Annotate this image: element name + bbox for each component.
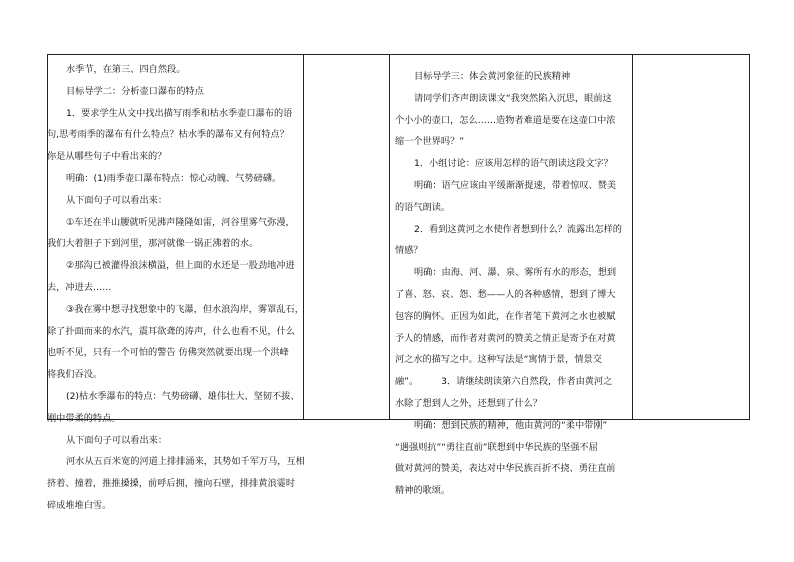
text-line: ②那沟已被灌得浪沫横溢，但上面的水还是一股劲地冲进 [66, 260, 295, 272]
text-line: 请同学们齐声朗读课文“我突然陷入沉思，眼前这 [414, 92, 612, 104]
text-line: 融”。 3．请继续朗读第六自然段，作者由黄河之 [395, 376, 613, 388]
text-line: 挤着、撞着，推推搡搡，前呼后拥，撞向石壁，排排黄浪霎时 [47, 478, 296, 490]
text-line: 你是从哪些句子中看出来的？ [47, 151, 167, 163]
text-line: 去，冲进去…… [47, 281, 112, 293]
text-line: 将我们吞没。 [47, 369, 103, 381]
text-line: 了喜、怒、哀、怨、愁——人的各种感情，想到了博大 [395, 288, 616, 300]
text-line: 水除了想到人之外，还想到了什么？ [395, 397, 542, 409]
text-line: 情感？ [395, 245, 423, 257]
text-line: 2．看到这黄河之水使作者想到什么？流露出怎样的 [414, 223, 622, 235]
text-line: 做对黄河的赞美，表达对中华民族百折不挠、勇往直前 [395, 463, 616, 475]
left-column-text [47, 59, 305, 517]
text-line: 除了扑面而来的水汽，震耳欲聋的涛声，什么也看不见，什么 [47, 325, 296, 337]
text-line: 1．小组讨论：应该用怎样的语气朗读这段文字？ [414, 158, 613, 170]
right-column-text [395, 66, 631, 502]
text-line: 河之水的描写之中。这种写法是“寓情于景，情景交 [395, 354, 602, 366]
text-line: 目标导学三：体会黄河象征的民族精神 [414, 71, 571, 82]
text-line: 明确：语气应该由平缓渐渐提速，带着惊叹、赞美 [414, 179, 617, 191]
text-line: 明确：想到民族的精神，他由黄河的“柔中带刚” [414, 419, 608, 431]
text-line: 1．要求学生从文中找出描写雨季和枯水季壶口瀑布的语 [66, 107, 293, 119]
text-line: 碎成堆堆白雪。 [47, 499, 112, 511]
text-line: 包容的胸怀。正因为如此，在作者笔下黄河之水也被赋 [395, 310, 616, 322]
text-line: 的语气朗读。 [395, 201, 451, 213]
text-line: (2)枯水季瀑布的特点：气势磅礴、雄伟壮大、坚韧不拔、 [66, 390, 300, 402]
text-line: 刚中带柔的特点。 [47, 412, 121, 424]
column-divider-1 [303, 54, 304, 420]
text-line: 精神的歌颂。 [395, 485, 451, 497]
text-line: 我们大着胆子下到河里，那河就像一锅正沸着的水。 [47, 238, 259, 250]
text-line: 从下面句子可以看出来： [66, 434, 168, 446]
text-line: 个小小的壶口，怎么……造物者难道是要在这壶口中浓 [395, 114, 616, 126]
text-line: 予人的情感，而作者对黄河的赞美之情正是寄予在对黄 [395, 332, 616, 344]
column-divider-2 [389, 54, 390, 420]
text-line: 从下面句子可以看出来： [66, 194, 168, 206]
text-line: ①车还在半山腰就听见沸声隆隆如雷，河谷里雾气弥漫， [66, 216, 295, 228]
text-line: 目标导学二：分析壶口瀑布的特点 [66, 85, 204, 97]
text-line: 缩一个世界吗？” [395, 136, 465, 148]
text-line: 也听不见，只有一个可怕的警告 仿佛突然就要出现一个洪峰 [47, 347, 289, 359]
text-line: 句,思考雨季的瀑布有什么特点？枯水季的瀑布又有何特点？ [47, 129, 289, 141]
text-line: 河水从五百米宽的河道上排排涌来，其势如千军万马，互相 [66, 456, 305, 468]
text-line: ③我在雾中想寻找想象中的飞瀑，但水浪沟岸，雾罩乱石， [66, 303, 304, 315]
text-line: 明确：由海、河、瀑、泉、雾所有水的形态，想到 [414, 267, 617, 279]
column-divider-3 [632, 54, 633, 420]
text-line: 水季节，在第三、四自然段。 [66, 64, 186, 75]
text-line: 明确：(1)雨季壶口瀑布特点：惊心动魄、气势磅礴。 [66, 172, 282, 184]
text-line: “遇强则抗”“勇往直前”联想到中华民族的坚强不屈 [395, 441, 598, 453]
